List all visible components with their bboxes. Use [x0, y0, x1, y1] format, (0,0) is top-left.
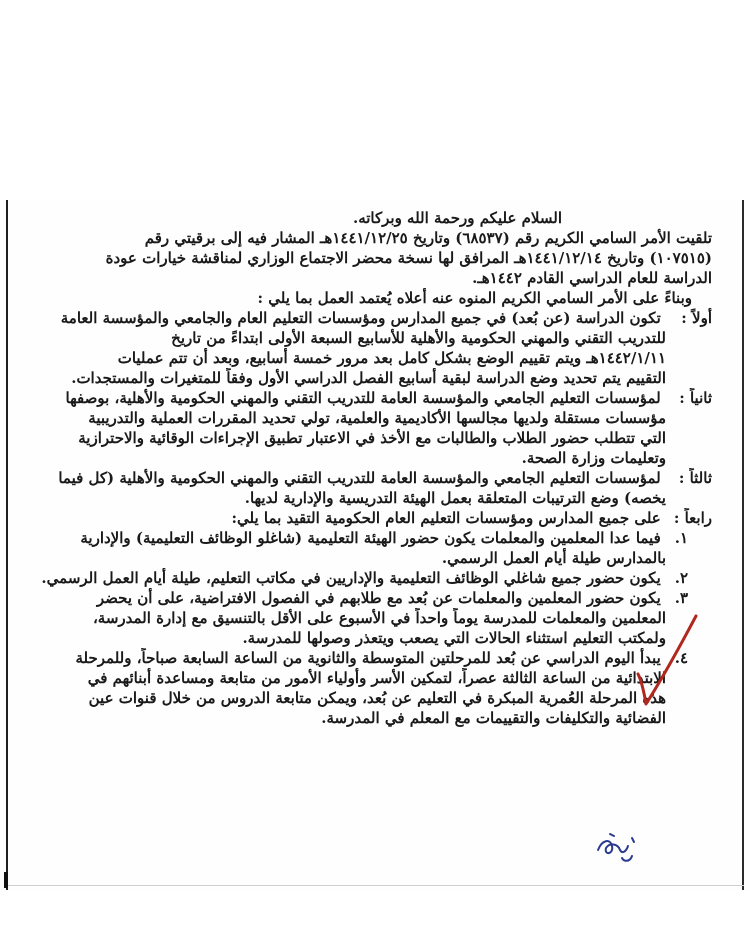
item-text: فيما عدا المعلمين والمعلمات يكون حضور الهيئة التعليمية (شاغلو الوظائف التعليمية) والإدارية — [80, 529, 661, 547]
section-text: تكون الدراسة (عن بُعد) في جميع المدارس ومؤسسات التعليم العام والجامعي والمؤسسة العامة — [60, 309, 661, 327]
red-checkmark-icon — [630, 612, 700, 712]
section-text: وتعليمات وزارة الصحة. — [521, 449, 666, 467]
item-text: ولمكتب التعليم استثناء الحالات التي يصعب ويتعذر وصولها للمدرسة. — [242, 629, 666, 647]
section-first — [40, 308, 712, 328]
section-second — [40, 388, 712, 408]
section-fourth — [40, 508, 712, 528]
section-text: لمؤسسات التعليم الجامعي والمؤسسة العامة للتدريب التقني والمهني الحكومية والأهلية (كل فيما — [58, 469, 661, 487]
scan-border-left — [6, 200, 8, 890]
item-text: الابتدائية من الساعة الثالثة عصراً، لتمكين الأسر وأولياء الأمور من متابعة ومساعدة أبنائهم في — [87, 669, 666, 687]
section-label: أولاً : — [681, 309, 712, 327]
intro-line: تلقيت الأمر السامي الكريم رقم (٦٨٥٣٧) وتاريخ ١٤٤١/١٢/٢٥هـ المشار فيه إلى برقيتي رقم — [144, 229, 712, 247]
item-text: يبدأ اليوم الدراسي عن بُعد للمرحلتين المتوسطة والثانوية من الساعة السابعة صباحاً، وللمرحلة — [75, 649, 661, 667]
section-third — [40, 468, 712, 488]
section-text: للتدريب التقني والمهني الحكومية والأهلية للأسابيع السبعة الأولى ابتداءً من تاريخ — [171, 329, 666, 347]
list-item — [40, 568, 712, 588]
item-text: يكون حضور المعلمين والمعلمات عن بُعد مع طلابهم في الفصول الافتراضية، على أن يحضر — [96, 589, 661, 607]
item-text: يكون حضور جميع شاغلي الوظائف التعليمية والإداريين في مكاتب التعليم، طيلة أيام العمل الرسمي. — [41, 569, 661, 587]
item-number: ٤. — [674, 649, 688, 667]
scan-border-bottom — [6, 885, 744, 886]
section-text: على جميع المدارس ومؤسسات التعليم العام الحكومية التقيد بما يلي: — [231, 509, 661, 527]
basis-line: وبناءً على الأمر السامي الكريم المنوه عنه أعلاه يُعتمد العمل بما يلي : — [257, 289, 692, 307]
scan-edge-mark — [4, 872, 8, 888]
section-label: رابعاً : — [673, 509, 712, 527]
section-text: ١٤٤٢/١/١١هـ ويتم تقييم الوضع بشكل كامل بعد مرور خمسة أسابيع، وبعد أن تتم عمليات — [117, 349, 666, 367]
scan-border-right — [742, 200, 744, 890]
list-item — [40, 528, 712, 548]
section-text: التي تتطلب حضور الطلاب والطالبات مع الأخذ في الاعتبار تطبيق الإجراءات الوقائية والاحترازية — [78, 429, 666, 447]
section-label: ثانياً : — [679, 389, 712, 407]
section-text: التقييم يتم تحديد وضع الدراسة لبقية أسابيع الفصل الدراسي الأول وفقاً للمتغيرات والمستجدات. — [71, 369, 666, 387]
item-number: ٢. — [674, 569, 688, 587]
item-text: المعلمين والمعلمات للمدرسة يوماً واحداً في الأسبوع على الأقل بالتنسيق مع إدارة المدرسة، — [92, 609, 666, 627]
item-text: الفضائية والتكليفات والتقييمات مع المعلم في المدرسة. — [321, 709, 666, 727]
letter-body — [40, 208, 712, 728]
signature-icon — [592, 828, 642, 868]
section-text: مؤسسات مستقلة ولديها مجالسها الأكاديمية والعلمية، تولي تحديد المقررات العملية والتدريبية — [88, 409, 666, 427]
item-number: ١. — [674, 529, 688, 547]
item-text: هذه المرحلة العُمرية المبكرة في التعليم عن بُعد، ويمكن متابعة الدروس من خلال قنوات عين — [88, 689, 666, 707]
item-number: ٣. — [674, 589, 688, 607]
item-text: بالمدارس طيلة أيام العمل الرسمي. — [441, 549, 666, 567]
section-label: ثالثاً : — [678, 469, 712, 487]
intro-line: (١٠٧٥١٥) وتاريخ ١٤٤١/١٢/١٤هـ المرافق لها نسخة محضر الاجتماع الوزاري لمناقشة خيارات عودة — [105, 249, 712, 267]
intro-line: الدراسة للعام الدراسي القادم ١٤٤٢هـ. — [472, 269, 712, 287]
list-item — [40, 588, 712, 608]
greeting: السلام عليكم ورحمة الله وبركاته. — [352, 209, 562, 227]
section-text: يخصه) وضع الترتيبات المتعلقة بعمل الهيئة التدريسية والإدارية لديها. — [244, 489, 666, 507]
section-text: لمؤسسات التعليم الجامعي والمؤسسة العامة للتدريب التقني والمهني الحكومية والأهلية، بوصفها — [65, 389, 661, 407]
list-item — [40, 648, 712, 668]
